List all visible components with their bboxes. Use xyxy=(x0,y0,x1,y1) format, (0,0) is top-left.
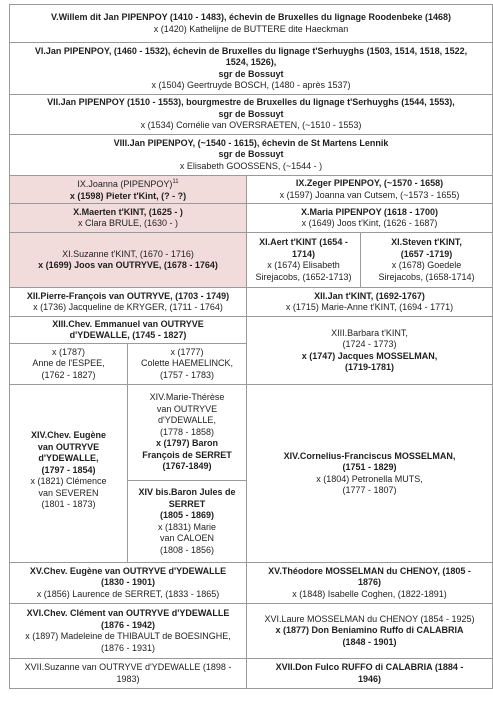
cornelius-spouse2: (1777 - 1807) xyxy=(342,485,397,495)
gen-x-maerten-spouse: x Clara BRULE, (1630 - ) xyxy=(77,218,179,228)
gen-xi-steven-name1: XI.Steven t'KINT, xyxy=(391,237,462,247)
gen-ix-zeger-spouse: x (1597) Joanna van Cutsem, (~1573 - 1655) xyxy=(279,189,460,200)
anne-dates: (1762 - 1827) xyxy=(41,369,96,380)
gen-ix-joanna-name xyxy=(12,177,244,191)
fulco-name2: 1946) xyxy=(357,673,382,684)
eugene-name-line1: XIV.Chev. Eugène xyxy=(30,430,107,441)
marie-therese-name2: van OUTRYVE xyxy=(156,403,218,414)
gen-xiii-barbara-spouse1: x (1747) Jacques MOSSELMAN, xyxy=(301,350,438,361)
gen-xvii-suzanne-cell xyxy=(10,659,247,689)
gen-xiii-barbara-cell xyxy=(247,317,493,385)
gen-v-cell xyxy=(10,5,493,43)
jules-name1: XIV bis.Baron Jules de xyxy=(138,487,236,497)
eugene-name-line2: van OUTRYVE xyxy=(37,441,100,452)
xvii-suzanne-name2: 1983) xyxy=(116,673,140,684)
eugene-name-line3: d'YDEWALLE, xyxy=(38,453,99,464)
cornelius-spouse1: x (1804) Petronella MUTS, xyxy=(316,473,423,484)
gen-xi-aert-spouse2: Sirejacobs, (1652-1713) xyxy=(255,271,352,282)
gen-xi-aert-spouse1: x (1674) Elisabeth xyxy=(267,260,340,270)
eugene-spouse-line2: van SEVEREN xyxy=(38,487,99,498)
gen-xiii-barbara-spouse2: (1719-1781) xyxy=(344,362,395,372)
gen-vii-cell xyxy=(10,95,493,135)
gen-ix-zeger-cell xyxy=(247,176,493,204)
jules-spouse1: x (1831) Marie xyxy=(157,521,217,532)
gen-vi-spouse: x (1504) Geertruyde BOSCH, (1480 - après 1537) xyxy=(151,80,351,90)
gen-vi-name-line2: 1524, 1526), xyxy=(225,57,277,67)
marie-therese-spouse-dates: (1767-1849) xyxy=(162,461,212,472)
gen-xvi-laure-cell xyxy=(247,604,493,659)
colette-marriage: x (1777) xyxy=(170,346,204,357)
gen-xii-jan-spouse: x (1715) Marie-Anne t'KINT, (1694 - 1771) xyxy=(285,302,454,312)
gen-vi-name-line1: VI.Jan PIPENPOY, (1460 - 1532), échevin de Bruxelles du lignage t'Serhuyghs (1503, 1514, 1518, 1522, xyxy=(34,45,468,56)
gen-vii-title: sgr de Bossuyt xyxy=(218,108,284,119)
marie-therese-spouse2: François de SERRET xyxy=(142,449,232,460)
gen-xiv-eugene-cell xyxy=(10,385,128,563)
gen-xiii-emmanuel-cell xyxy=(10,317,247,344)
gen-vi-cell xyxy=(10,43,493,95)
gen-xiii-emmanuel-name1: XIII.Chev. Emmanuel van OUTRYVE xyxy=(52,318,204,329)
gen-x-maria-cell xyxy=(247,204,493,233)
jules-spouse-dates: (1808 - 1856) xyxy=(159,544,215,555)
marie-therese-name3: d'YDEWALLE, xyxy=(158,415,216,426)
gen-xvi-clement-cell xyxy=(10,604,247,659)
gen-xii-pierre-name: XII.Pierre-François van OUTRYVE, (1703 - 1749) xyxy=(26,290,230,301)
gen-v-spouse: x (1420) Kathelijne de BUTTERE dite Haeckman xyxy=(153,23,349,34)
gen-xii-pierre-cell xyxy=(10,288,247,317)
anne-name: Anne de l'ESPEE, xyxy=(32,358,105,369)
gen-xi-suzanne-name: XI.Suzanne t'KINT, (1670 - 1716) xyxy=(62,248,194,259)
gen-vii-spouse: x (1534) Cornélie van OVERSRAETEN, (~1510 - 1553) xyxy=(140,120,362,131)
gen-xiii-spouse-colette-cell xyxy=(128,344,247,385)
gen-viii-cell xyxy=(10,135,493,176)
cornelius-name2: (1751 - 1829) xyxy=(342,462,397,472)
gen-xii-jan-cell xyxy=(247,288,493,317)
gen-vii-name: VII.Jan PIPENPOY (1510 - 1553), bourgmestre de Bruxelles du lignage t'Serhuyghs (1544, 1553), xyxy=(47,97,455,108)
gen-xi-suzanne-cell xyxy=(10,233,247,288)
gen-xiv-cornelius-cell xyxy=(247,385,493,563)
colette-dates: (1757 - 1783) xyxy=(159,369,215,380)
laure-spouse2: (1848 - 1901) xyxy=(342,636,397,647)
marie-therese-dates: (1778 - 1858) xyxy=(159,426,215,437)
marie-therese-name1: XIV.Marie-Thérèse xyxy=(149,392,225,403)
gen-xiv-marie-therese-cell xyxy=(128,385,247,481)
xv-eugene-spouse: x (1856) Laurence de SERRET, (1833 - 1865) xyxy=(36,588,220,599)
joanna-name-text: IX.Joanna (PIPENPOY) xyxy=(77,179,173,189)
gen-xi-steven-cell xyxy=(361,233,493,288)
theodore-name2: 1876) xyxy=(357,577,382,588)
gen-xiii-spouse-anne-cell xyxy=(10,344,128,385)
gen-vi-title: sgr de Bossuyt xyxy=(218,68,284,79)
theodore-spouse: x (1848) Isabelle Coghen, (1822-1891) xyxy=(292,588,447,599)
marie-therese-spouse1: x (1797) Baron xyxy=(155,438,219,449)
genealogy-table xyxy=(9,4,493,689)
gen-xi-aert-cell xyxy=(247,233,361,288)
xvii-suzanne-name1: XVII.Suzanne van OUTRYVE d'YDEWALLE (1898 - xyxy=(24,662,232,672)
gen-ix-joanna-spouse: x (1598) Pieter t'Kint, (? - ?) xyxy=(69,190,187,201)
gen-xv-theodore-cell xyxy=(247,563,493,604)
footnote-marker: 11 xyxy=(172,179,179,185)
gen-x-maria-name: X.Maria PIPENPOY (1618 - 1700) xyxy=(301,206,438,217)
gen-xv-eugene-cell xyxy=(10,563,247,604)
gen-x-maerten-name: X.Maerten t'KINT, (1625 - ) xyxy=(73,206,183,217)
clement-spouse1: x (1897) Madeleine de THIBAULT de BOESINGHE, xyxy=(25,631,231,641)
clement-name2: (1876 - 1942) xyxy=(100,619,156,630)
eugene-dates: (1797 - 1854) xyxy=(41,464,96,475)
gen-viii-spouse: x Elisabeth GOOSSENS, (~1544 - ) xyxy=(179,160,323,171)
gen-xvii-fulco-cell xyxy=(247,659,493,689)
jules-name2: SERRET xyxy=(168,498,206,509)
gen-xi-steven-spouse2: Sirejacobs, (1658-1714) xyxy=(378,271,475,282)
gen-xi-aert-name1: XI.Aert t'KINT (1654 - xyxy=(259,237,348,247)
gen-xi-steven-spouse1: x (1678) Goedele xyxy=(391,260,462,270)
jules-dates: (1805 - 1869) xyxy=(159,510,215,520)
jules-spouse2: van CALOEN xyxy=(159,533,215,543)
xv-eugene-name1: XV.Chev. Eugène van OUTRYVE d'YDEWALLE xyxy=(29,565,227,576)
gen-xi-aert-name2: 1714) xyxy=(291,248,316,259)
gen-x-maerten-cell xyxy=(10,204,247,233)
gen-v-name: V.Willem dit Jan PIPENPOY (1410 - 1483), échevin de Bruxelles du lignage Roodenbeke (1468) xyxy=(50,12,452,22)
gen-xii-pierre-spouse: x (1736) Jacqueline de KRYGER, (1711 - 1764) xyxy=(33,302,223,312)
gen-xi-steven-name2: (1657 -1719) xyxy=(400,248,453,259)
colette-name: Colette HAEMELINCK, xyxy=(140,358,234,369)
gen-xiii-barbara-name1: XIII.Barbara t'KINT, xyxy=(331,327,408,338)
theodore-name1: XV.Théodore MOSSELMAN du CHENOY, (1805 - xyxy=(268,565,471,576)
fulco-name1: XVII.Don Fulco RUFFO di CALABRIA (1884 - xyxy=(275,662,464,672)
gen-xii-jan-name: XII.Jan t'KINT, (1692-1767) xyxy=(314,290,425,301)
clement-spouse2: (1876 - 1931) xyxy=(100,642,156,653)
gen-xi-suzanne-spouse: x (1699) Joos van OUTRYVE, (1678 - 1764) xyxy=(38,260,218,270)
gen-viii-name: VIII.Jan PIPENPOY, (~1540 - 1615), échevin de St Martens Lennik xyxy=(113,137,389,148)
gen-viii-title: sgr de Bossuyt xyxy=(218,149,284,160)
xv-eugene-name2: (1830 - 1901) xyxy=(100,577,156,588)
cornelius-name1: XIV.Cornelius-Franciscus MOSSELMAN, xyxy=(283,450,456,461)
laure-spouse1: x (1877) Don Beniamino Ruffo di CALABRIA xyxy=(275,625,464,636)
gen-ix-zeger-name: IX.Zeger PIPENPOY, (~1570 - 1658) xyxy=(295,178,444,188)
anne-marriage: x (1787) xyxy=(51,346,86,357)
eugene-spouse-line1: x (1821) Clémence xyxy=(30,476,107,487)
clement-name1: XVI.Chev. Clément van OUTRYVE d'YDEWALLE xyxy=(26,608,230,618)
gen-ix-joanna-cell xyxy=(10,176,247,204)
eugene-spouse-dates: (1801 - 1873) xyxy=(41,499,96,510)
gen-x-maria-spouse: x (1649) Joos t'Kint, (1626 - 1687) xyxy=(301,218,438,228)
gen-xiii-barbara-name2: (1724 - 1773) xyxy=(342,339,397,349)
gen-xiii-emmanuel-name2: d'YDEWALLE, (1745 - 1827) xyxy=(69,330,187,340)
laure-name: XVI.Laure MOSSELMAN du CHENOY (1854 - 1925) xyxy=(264,613,475,624)
gen-xiv-bis-jules-cell xyxy=(128,481,247,563)
